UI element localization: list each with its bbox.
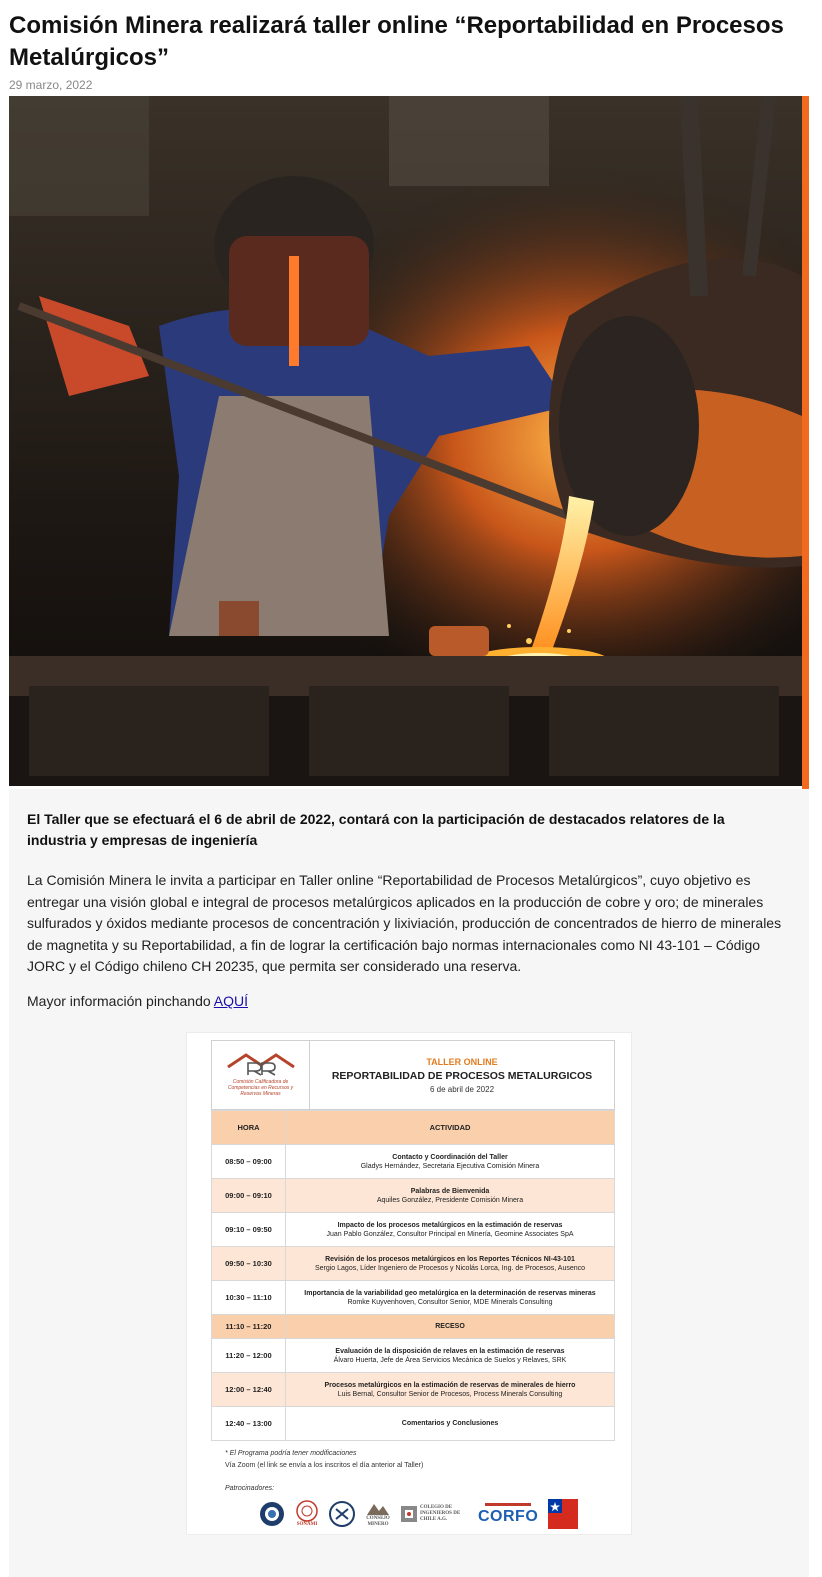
sponsor-colegio-logo [401,1505,468,1523]
row-activity [286,1339,615,1373]
commission-logo [212,1041,310,1109]
accent-rail [802,96,809,789]
flyer-date: 6 de abril de 2022 [429,1084,495,1094]
table-row [212,1281,615,1315]
activity-title: Procesos metalúrgicos en la estimación de reservas de minerales de hierro [324,1381,576,1389]
table-row-recess [212,1315,615,1339]
table-row [212,1373,615,1407]
activity-speaker: Romke Kuyvenhoven, Consultor Senior, MDE Minerals Consulting [347,1298,553,1306]
row-time: 09:50 – 10:30 [212,1247,286,1281]
activity-speaker: Luis Bernal, Consultor Senior de Procesos, Process Minerals Consulting [337,1390,563,1398]
corfo-text: CORFO [478,1507,539,1525]
sponsor-gobierno-logo [548,1499,578,1529]
sponsor-corfo-logo [478,1503,538,1526]
article-date: 29 marzo, 2022 [9,78,93,92]
flyer-kicker: TALLER ONLINE [426,1056,498,1067]
row-activity [286,1179,615,1213]
activity-title: Revisión de los procesos metalúrgicos en los Reportes Técnicos NI-43-101 [325,1255,575,1263]
zoom-note: Vía Zoom (el link se envía a los inscritos el día anterior al Taller) [225,1462,424,1469]
flyer-header [211,1040,615,1110]
row-time: 12:00 – 12:40 [212,1373,286,1407]
row-activity [286,1247,615,1281]
chile-flag-icon [548,1499,578,1529]
table-row [212,1339,615,1373]
row-activity [286,1373,615,1407]
logo-caption: Comisión Calificadora de Competencias en Recursos y Reservas Mineras [227,1079,294,1097]
table-row [212,1247,615,1281]
sonami-text: SONAMI [296,1522,318,1527]
table-row [212,1145,615,1179]
row-activity [286,1407,615,1441]
flyer-title: REPORTABILIDAD DE PROCESOS METALURGICOS [331,1069,593,1082]
activity-speaker: Gladys Hernández, Secretaria Ejecutiva Comisión Minera [360,1162,540,1170]
sponsor-consejo-logo [365,1500,391,1528]
article-paragraph: La Comisión Minera le invita a participar en Taller online “Reportabilidad de Procesos Metalúrgicos”, cuyo objetivo es entregar una visión global e integral de procesos metalúrgicos aplicados en la producción de cobre y oro; de minerales sulfurados y óxidos mediante procesos de concentración y lixiviación, producción de concentrados de hierro de minerales de magnetita y su Reportabilidad, a fin de lograr la certificación bajo normas internacionales como NI 43-101 – Código JORC y el Código chileno CH 20235, que permita ser considerado una reserva. [27,872,782,974]
mountain-icon [366,1500,390,1516]
schedule-header-row [212,1111,615,1145]
activity-title: Evaluación de la disposición de relaves en la estimación de reservas [335,1347,565,1355]
row-activity [286,1145,615,1179]
consejo-text: CONSEJO MINERO [366,1516,390,1527]
table-row [212,1179,615,1213]
program-note: * El Programa podría tener modificaciones [225,1450,357,1457]
sponsor-engineering-logo [329,1501,355,1527]
more-info-link[interactable]: AQUÍ [213,993,249,1009]
row-activity [286,1281,615,1315]
table-row [212,1407,615,1441]
activity-speaker: Sergio Lagos, Líder Ingeniero de Procesos y Nicolás Lorca, Ing. de Procesos, Ausenco [314,1264,586,1272]
sonami-icon [295,1500,319,1522]
flyer-title-box [310,1041,614,1109]
sponsor-seal-logo [259,1501,285,1527]
header-actividad: ACTIVIDAD [286,1111,615,1145]
row-time: 11:20 – 12:00 [212,1339,286,1373]
sponsor-logos [259,1499,578,1529]
row-activity [286,1315,615,1339]
table-row [212,1213,615,1247]
row-time: 09:00 – 09:10 [212,1179,286,1213]
corfo-bar [485,1503,531,1506]
article-lead: El Taller que se efectuará el 6 de abril de 2022, contará con la participación de destacados relatores de la industria y empresas de ingeniería [27,811,725,848]
activity-speaker: Juan Pablo González, Consultor Principal en Minería, Geomine Associates SpA [326,1230,574,1238]
sponsors-label: Patrocinadores: [225,1485,275,1492]
activity-speaker: Aquiles González, Presidente Comisión Minera [376,1196,524,1204]
row-time: 10:30 – 11:10 [212,1281,286,1315]
activity-title: Comentarios y Conclusiones [401,1420,499,1427]
row-time: 08:50 – 09:00 [212,1145,286,1179]
colegio-text: COLEGIO DE INGENIEROS DE CHILE A.G. [420,1505,461,1522]
activity-title: Importancia de la variabilidad geo metalúrgica en la determinación de reservas mineras [304,1289,596,1297]
sponsor-sonami-logo [295,1500,319,1528]
activity-speaker: Álvaro Huerta, Jefe de Área Servicios Mecánica de Suelos y Relaves, SRK [333,1356,567,1364]
seal-icon [259,1501,285,1527]
activity-title: Palabras de Bienvenida [410,1187,490,1195]
hero-image-molten-metal [9,96,802,786]
activity-title: Contacto y Coordinación del Taller [392,1153,508,1161]
schedule-table [211,1110,615,1441]
activity-title: Impacto de los procesos metalúrgicos en la estimación de reservas [337,1221,563,1229]
more-info-text: Mayor información pinchando [27,993,214,1009]
header-hora: HORA [212,1111,286,1145]
event-flyer [186,1032,632,1535]
row-time: 09:10 – 09:50 [212,1213,286,1247]
more-info-line [27,993,248,1009]
colegio-icon [401,1506,417,1522]
row-time: 12:40 – 13:00 [212,1407,286,1441]
roof-logo-icon [226,1053,296,1077]
row-activity [286,1213,615,1247]
article-title: Comisión Minera realizará taller online “Reportabilidad en Procesos Metalúrgicos” [9,12,784,71]
activity-title: RECESO [435,1323,465,1330]
row-time: 11:10 – 11:20 [212,1315,286,1339]
engineering-seal-icon [329,1501,355,1527]
